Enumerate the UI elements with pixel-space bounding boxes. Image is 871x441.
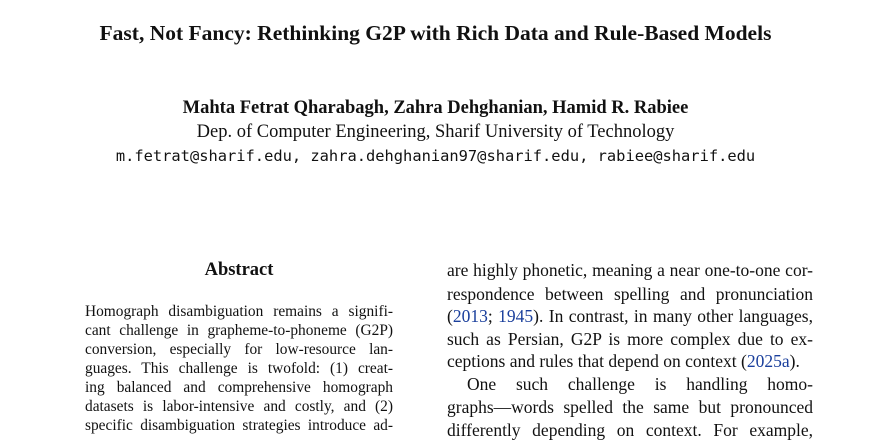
body-line: graphs—words spelled the same but pronounced — [447, 397, 813, 417]
abstract-line: datasets is labor-intensive and costly, and (2) — [85, 398, 393, 415]
abstract-line: guages. This challenge is twofold: (1) creat- — [85, 360, 393, 377]
abstract-heading: Abstract — [204, 260, 274, 280]
citation-link[interactable]: 2013 — [452, 306, 488, 326]
text-fragment: ; — [487, 306, 499, 326]
body-line — [447, 305, 813, 327]
abstract-line: cant challenge in grapheme-to-phoneme (G2P) — [85, 322, 393, 339]
author-affiliation: Dep. of Computer Engineering, Sharif University of Technology — [196, 122, 675, 142]
text-fragment: ( — [447, 306, 453, 326]
body-line: respondence between spelling and pronunciation — [447, 284, 813, 304]
abstract-line: specific disambiguation strategies introduce ad- — [85, 417, 393, 434]
paper-title: Fast, Not Fancy: Rethinking G2P with Rich Data and Rule-Based Models — [99, 21, 772, 45]
abstract-line: conversion, especially for low-resource lan- — [85, 341, 393, 358]
citation-link[interactable]: 1945 — [498, 306, 534, 326]
body-line — [447, 350, 813, 372]
body-line: are highly phonetic, meaning a near one-to-one cor- — [447, 260, 813, 280]
text-fragment: ). — [789, 351, 800, 371]
paragraph-first-line: One such challenge is handling homo- — [467, 374, 813, 394]
text-fragment: ceptions and rules that depend on context ( — [447, 351, 747, 371]
abstract-line: ing balanced and comprehensive homograph — [85, 379, 393, 396]
author-emails: m.fetrat@sharif.edu, zahra.dehghanian97@sharif.edu, rabiee@sharif.edu — [115, 147, 756, 165]
paper-authors: Mahta Fetrat Qharabagh, Zahra Dehghanian, Hamid R. Rabiee — [182, 98, 689, 118]
body-line: differently depending on context. For example, — [447, 420, 813, 440]
abstract-line: Homograph disambiguation remains a signifi- — [85, 303, 393, 320]
citation-link[interactable]: 2025a — [746, 351, 790, 371]
body-line: such as Persian, G2P is more complex due to ex- — [447, 329, 813, 349]
text-fragment: ). In contrast, in many other languages, — [533, 306, 813, 326]
